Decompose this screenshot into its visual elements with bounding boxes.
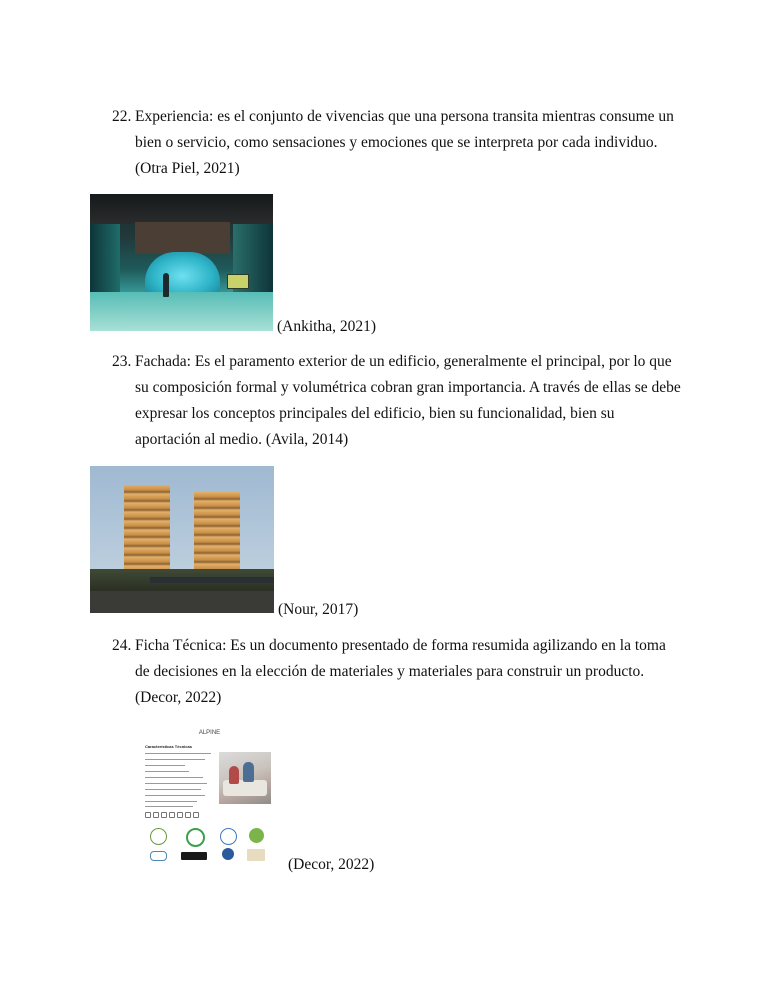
item-text: Ficha Técnica: Es un documento presentado de forma resumida agilizando en la toma de decisiones en la elección de materiales y materiales para construir un producto. (Decor, 2022) (135, 637, 666, 706)
iso-badge-icon (222, 848, 234, 860)
item-text: Fachada: Es el paramento exterior de un edificio, generalmente el principal, por lo que su composición formal y volumétrica cobran gran importancia. A través de ellas se debe expresar los conceptos principales del edificio, bien su funcionalidad, bien su aportación al medio. (Avila, 2014) (135, 353, 681, 448)
family-sofa-photo (219, 752, 271, 804)
figure-caption: (Ankitha, 2021) (277, 318, 377, 335)
label-badge-icon (150, 851, 167, 861)
vegan-badge-icon (249, 828, 264, 843)
list-item-24 (112, 633, 682, 711)
aqua-clean-badge-icon (150, 828, 167, 845)
item-number: 22. (112, 108, 132, 125)
stamp-badge-icon (247, 849, 265, 861)
towers-photo (90, 466, 274, 613)
list-item-23 (112, 349, 682, 453)
aquarium-photo (90, 194, 273, 331)
item-number: 24. (112, 637, 132, 654)
dark-label-badge-icon (181, 852, 207, 860)
item-number: 23. (112, 353, 132, 370)
sheet-title: Características Técnicas (145, 744, 192, 749)
list-item-22 (112, 104, 682, 182)
item-text: Experiencia: es el conjunto de vivencias que una persona transita mientras consume un bien o servicio, como sensaciones y emociones que se interpreta por cada individuo. (Otra Piel, 2021) (135, 108, 674, 177)
technical-sheet-image (143, 725, 276, 868)
sheet-brand: ALPINE (198, 730, 221, 736)
figure-caption: (Nour, 2017) (278, 601, 359, 618)
certification-badge-icon (220, 828, 237, 845)
free-badge-icon (186, 828, 205, 847)
figure-caption: (Decor, 2022) (288, 856, 375, 873)
